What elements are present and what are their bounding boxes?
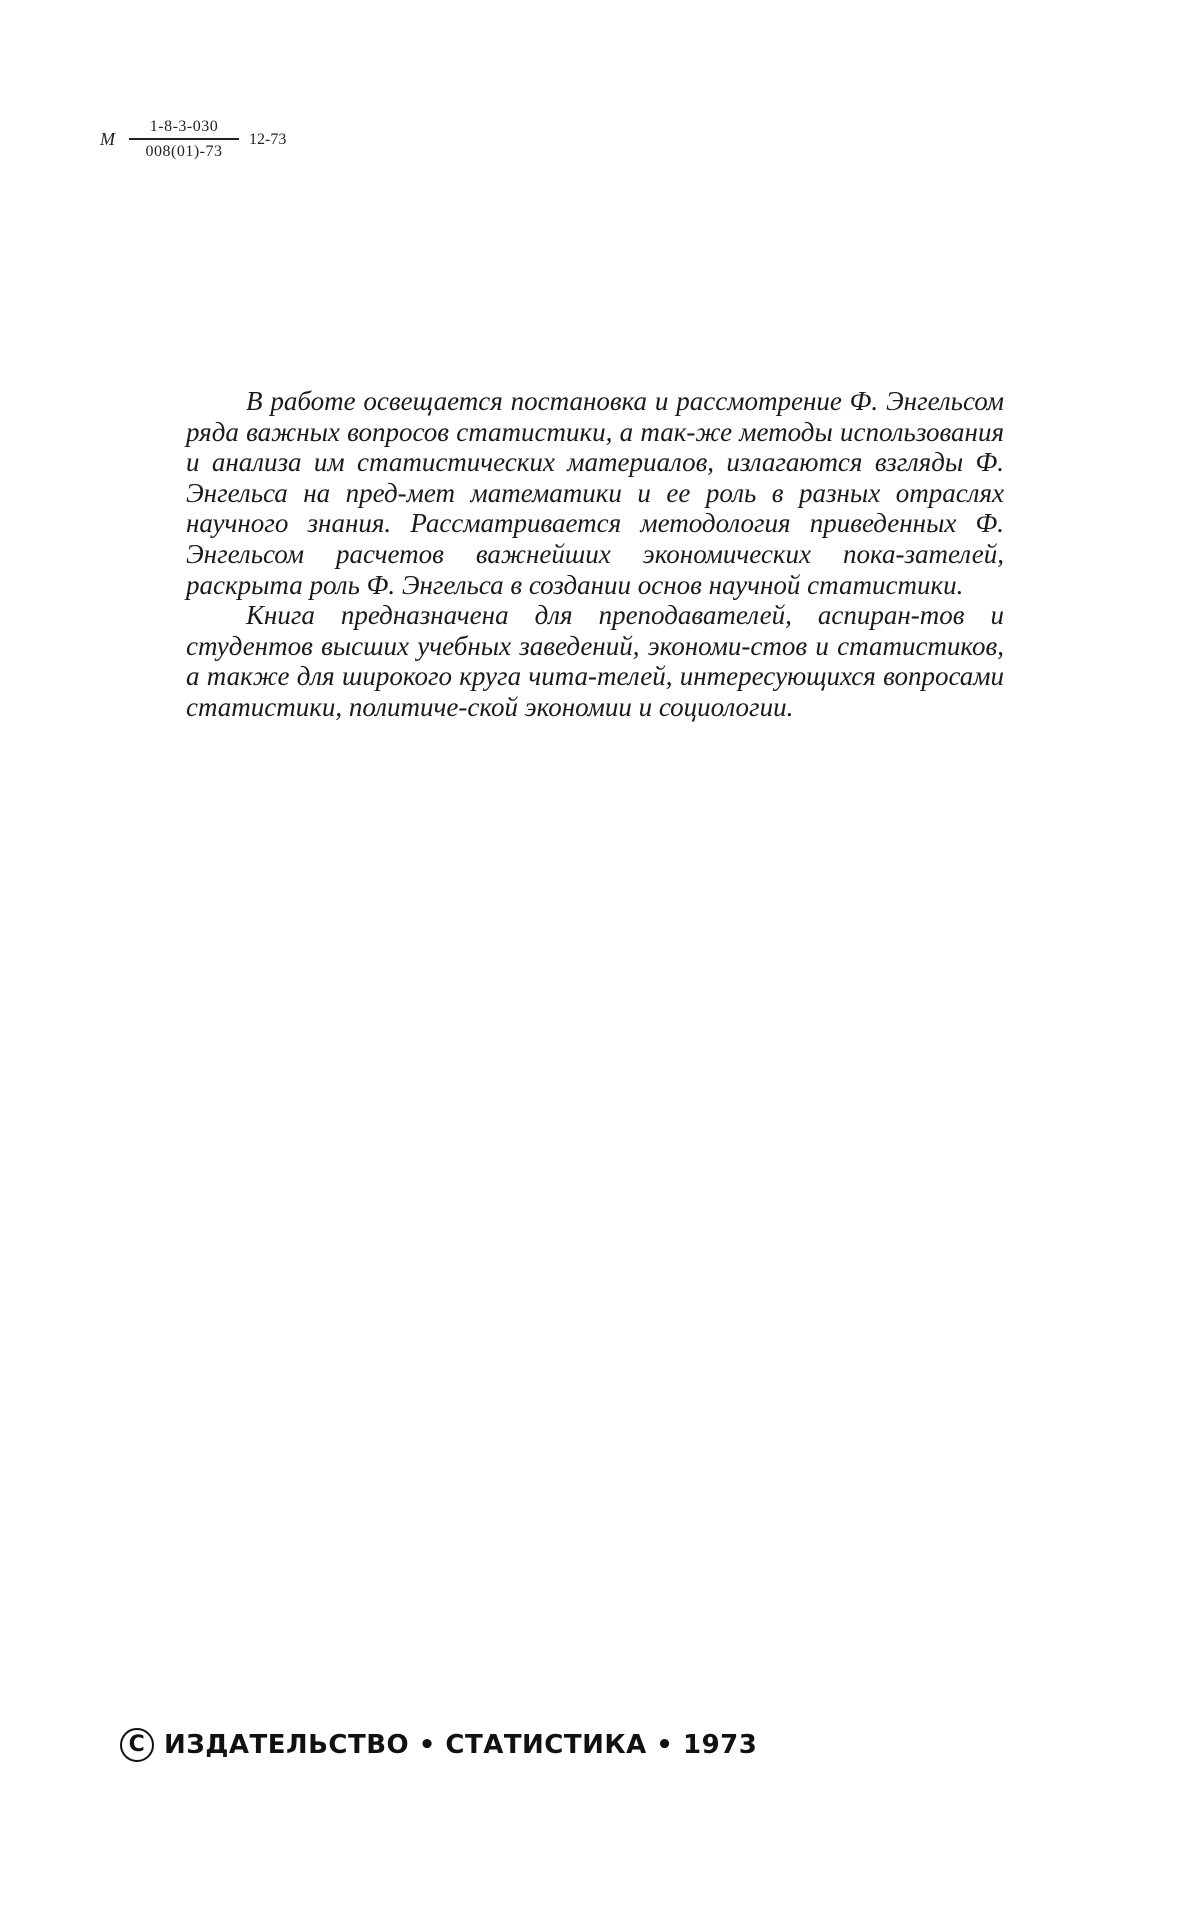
publisher-imprint <box>120 1728 757 1762</box>
catalog-fraction <box>129 118 239 161</box>
catalog-numerator: 1-8-3-030 <box>149 118 219 135</box>
catalog-denominator: 008(01)-73 <box>145 143 223 160</box>
catalog-index <box>100 118 286 161</box>
annotation-paragraph-1: В работе освещается постановка и рассмотрение Ф. Энгельсом ряда важных вопросов статистики, а так-же методы использования и анализа им статистических материалов, излагаются взгляды Ф. Энгельса на пред-мет математики и ее роль в разных отраслях научного знания. Рассматривается методология приведенных Ф. Энгельсом расчетов важнейших экономических пока-зателей, раскрыта роль Ф. Энгельса в создании основ научной статистики. <box>186 386 1004 600</box>
book-annotation <box>186 386 1004 723</box>
annotation-paragraph-2: Книга предназначена для преподавателей, аспиран-тов и студентов высших учебных заведений, экономи-стов и статистиков, а также для широкого круга чита-телей, интересующихся вопросами статистики, политиче-ской экономии и социологии. <box>186 600 1004 722</box>
catalog-letter: M <box>100 129 115 149</box>
publisher-text: ИЗДАТЕЛЬСТВО • СТАТИСТИКА • 1973 <box>164 1730 758 1760</box>
catalog-suffix: 12-73 <box>249 130 287 148</box>
copyright-icon: C <box>120 1728 154 1762</box>
